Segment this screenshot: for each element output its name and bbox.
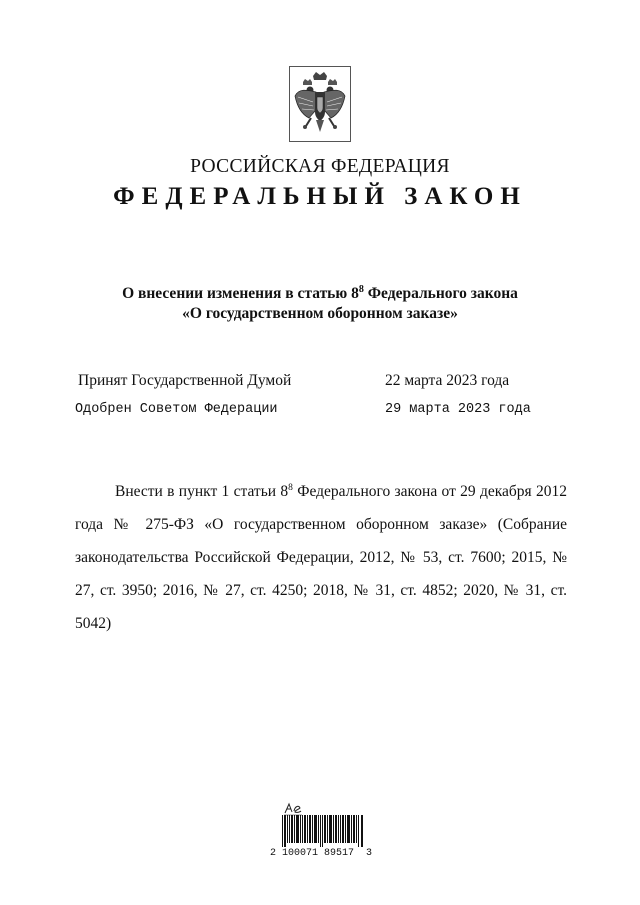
barcode-number: 2 100071 89517 3 [270,848,373,859]
signature-initials-icon [283,800,303,816]
coat-of-arms-icon [289,66,351,142]
document-type-heading: ФЕДЕРАЛЬНЫЙ ЗАКОН [113,183,527,210]
law-body-paragraph: Внести в пункт 1 статьи $8^8$ Федерального закона от 29 декабря 2012 года № 275-ФЗ «О государственном оборонном заказе» (Собрание законодательства Российской Федерации, 2012, № 53, ст. 7600; 2015, № 27, ст. 3950; 2016, № 27, ст. 4250; 2018, № 31, ст. 4852; 2020, № 31, ст. 5042) [75,482,567,632]
adopted-by-label: Принят Государственной Думой [78,372,292,389]
country-heading: РОССИЙСКАЯ ФЕДЕРАЦИЯ [190,156,450,177]
barcode-icon [281,815,365,847]
law-title-line-2: «О государственном оборонном заказе» [182,305,458,322]
law-title-line-1: О внесении изменения в статью $8^8$ Федерального закона [122,283,518,302]
adopted-date: 22 марта 2023 года [385,372,510,389]
approved-date: 29 марта 2023 года [385,402,531,417]
approved-by-label: Одобрен Советом Федерации [75,402,278,417]
